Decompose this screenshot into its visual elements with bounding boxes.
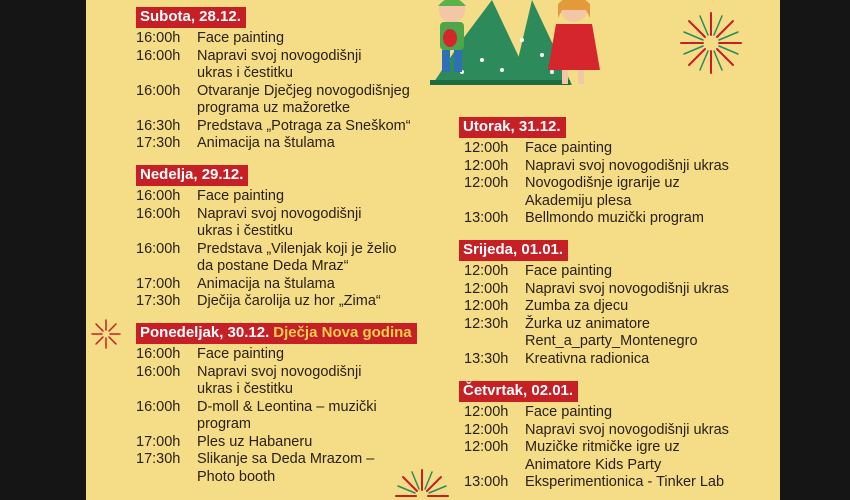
day-block [136, 165, 436, 311]
event-name: Animacija na štulama [197, 135, 335, 151]
event-row [136, 276, 436, 294]
event-time: 16:00h [136, 240, 181, 257]
event-row [459, 175, 759, 210]
event-time: 12:00h [464, 157, 509, 174]
event-name: Predstava „Vilenjak koji je želio da postane Deda Mraz“ [197, 240, 397, 274]
event-name: Face painting [197, 30, 285, 46]
event-time: 13:00h [464, 210, 509, 226]
event-row [459, 439, 759, 474]
event-name: Napravi svoj novogodišnji ukras [525, 280, 729, 297]
event-time: 12:00h [464, 263, 509, 279]
event-name: Face painting [525, 263, 613, 279]
event-time: 13:00h [464, 474, 509, 490]
event-time: 17:30h [136, 451, 181, 467]
event-row [459, 351, 759, 369]
firework-decoration-icon [678, 10, 744, 76]
event-name: Kreativna radionica [525, 350, 650, 367]
event-row [136, 364, 436, 399]
event-row [136, 451, 436, 486]
event-name: Face painting [197, 346, 285, 362]
event-row [459, 422, 759, 440]
day-header: Četvrtak, 02.01. [459, 381, 578, 402]
event-row [136, 399, 436, 434]
event-row [136, 206, 436, 241]
event-row [459, 158, 759, 176]
event-time: 17:00h [136, 275, 181, 292]
event-time: 16:00h [136, 82, 181, 99]
event-row [136, 434, 436, 452]
event-row [136, 30, 436, 48]
event-time: 17:30h [136, 135, 181, 151]
event-row [136, 188, 436, 206]
event-row [136, 346, 436, 364]
event-name: Predstava „Potraga za Sneškom“ [197, 117, 411, 134]
event-name: Dječija čarolija uz hor „Zima“ [197, 293, 381, 309]
event-name: Napravi svoj novogodišnji ukras i čestitku [197, 47, 362, 81]
event-name: Otvaranje Dječjeg novogodišnjeg programa uz mažoretke [197, 82, 410, 116]
day-header: Srijeda, 01.01. [459, 240, 568, 261]
event-name: Napravi svoj novogodišnji ukras [525, 421, 729, 438]
event-name: Novogodišnje igrarije uz Akademiju plesa [525, 175, 680, 209]
event-row [136, 293, 436, 311]
event-time: 12:30h [464, 315, 509, 332]
event-time: 13:30h [464, 350, 509, 367]
event-time: 12:00h [464, 140, 509, 156]
event-time: 12:00h [464, 280, 509, 297]
event-time: 16:00h [136, 398, 181, 415]
day-block [459, 240, 759, 368]
day-block [136, 7, 436, 153]
event-name: Face painting [525, 140, 613, 156]
event-row [459, 404, 759, 422]
event-name: Bellmondo muzički program [525, 210, 704, 226]
day-header-subtitle: Dječja Nova godina [273, 324, 412, 341]
event-row [459, 281, 759, 299]
event-time: 16:00h [136, 205, 181, 222]
event-row [136, 118, 436, 136]
day-header: Subota, 28.12. [136, 7, 246, 28]
day-header [136, 323, 417, 344]
event-name: Žurka uz animatore Rent_a_party_Montenegro [525, 315, 698, 349]
kids-christmas-illustration [422, 0, 608, 90]
day-header-title: Ponedeljak, 30.12. [140, 324, 270, 341]
event-name: Animacija na štulama [197, 275, 335, 292]
event-time: 17:30h [136, 293, 181, 309]
event-name: Napravi svoj novogodišnji ukras [525, 157, 729, 174]
event-name: Muzičke ritmičke igre uz Animatore Kids Party [525, 439, 680, 473]
event-name: Napravi svoj novogodišnji ukras i čestitku [197, 363, 362, 397]
day-block [136, 323, 436, 486]
event-row [459, 316, 759, 351]
event-row [136, 135, 436, 153]
event-name: Eksperimentionica - Tinker Lab [525, 474, 725, 490]
event-row [459, 263, 759, 281]
day-header: Utorak, 31.12. [459, 117, 566, 138]
event-name: Face painting [197, 188, 285, 204]
event-row [136, 48, 436, 83]
event-row [459, 474, 759, 492]
event-time: 16:00h [136, 346, 181, 362]
day-block [459, 117, 759, 228]
event-time: 17:00h [136, 433, 181, 450]
day-header: Nedelja, 29.12. [136, 165, 248, 186]
firework-decoration-icon [90, 318, 122, 350]
event-time: 12:00h [464, 404, 509, 420]
event-name: Ples uz Habaneru [197, 433, 313, 450]
event-time: 12:00h [464, 439, 509, 455]
event-row [136, 241, 436, 276]
event-row [136, 83, 436, 118]
day-block [459, 381, 759, 492]
event-row [459, 140, 759, 158]
event-time: 16:00h [136, 30, 181, 46]
event-time: 16:00h [136, 47, 181, 64]
event-name: Napravi svoj novogodišnji ukras i čestitku [197, 205, 362, 239]
event-poster [86, 0, 780, 500]
event-time: 16:00h [136, 188, 181, 204]
event-time: 16:30h [136, 117, 181, 134]
event-row [459, 210, 759, 228]
event-time: 12:00h [464, 175, 509, 191]
event-name: Face painting [525, 404, 613, 420]
event-name: D-moll & Leontina – muzički program [197, 398, 377, 432]
event-time: 12:00h [464, 421, 509, 438]
event-name: Zumba za djecu [525, 298, 629, 314]
event-name: Slikanje sa Deda Mrazom – Photo booth [197, 451, 375, 485]
event-row [459, 298, 759, 316]
event-time: 16:00h [136, 363, 181, 380]
event-time: 12:00h [464, 298, 509, 314]
